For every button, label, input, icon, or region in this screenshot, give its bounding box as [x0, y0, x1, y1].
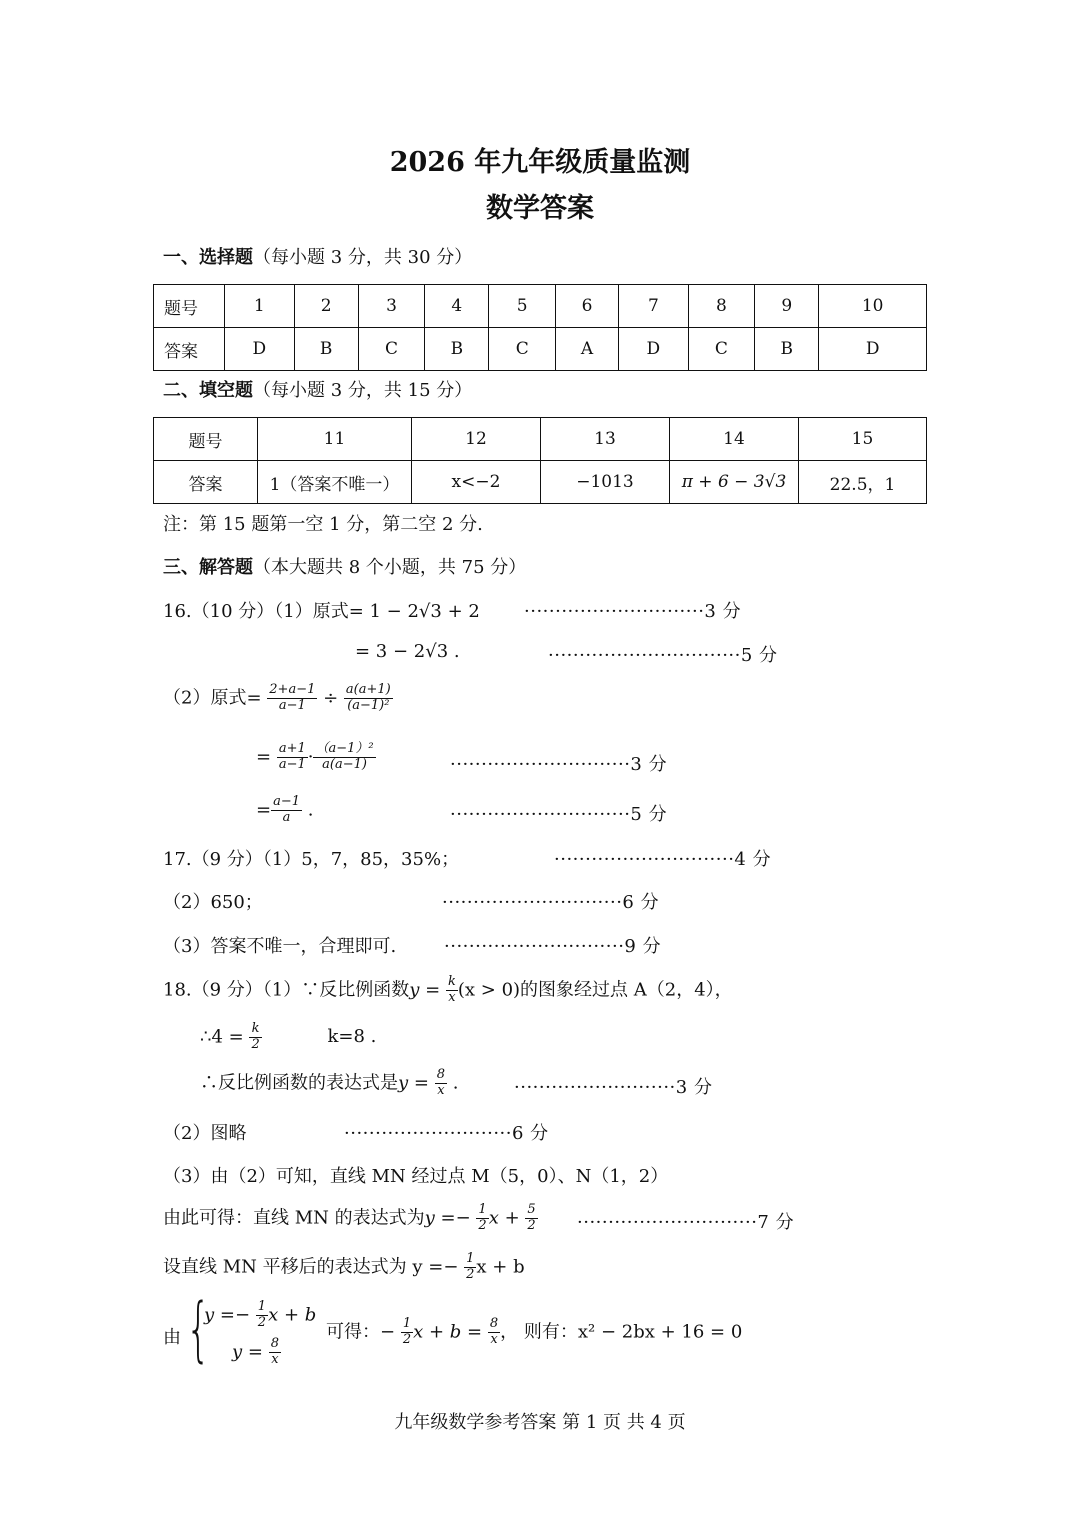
- q17-score2: ·····························6 分: [442, 892, 660, 913]
- q16-line4: = $\frac{a+1}{a-1}$ · $\frac{\text{（a−1）²}}{a(a-1)}$: [256, 741, 374, 772]
- q16-line2: = 3 − 2√3 .: [355, 641, 460, 662]
- q18-line7: 设直线 MN 平移后的表达式为 y =− $\frac{1}{2}$ x + b: [163, 1251, 525, 1282]
- table-row: [154, 418, 927, 461]
- q17-score1: ·····························4 分: [554, 849, 772, 870]
- left-brace-icon: {: [186, 1288, 211, 1370]
- q18-line2: ∴4 = $\frac{k}{2}$ k=8 .: [200, 1021, 377, 1052]
- table-cell: D: [225, 328, 295, 371]
- q16-score2: ·······························5 分: [548, 645, 778, 666]
- fraction: $\frac{a-1}{a}$: [273, 794, 301, 825]
- table-cell: 14: [670, 418, 799, 461]
- q16-line3: （2）原式= $\frac{2+a-1}{a-1}$ ÷ $\frac{a(a+1)}{\text{(a−1)²}}$: [163, 682, 391, 713]
- q17-line2: （2）650；: [163, 892, 263, 913]
- table-cell: C: [358, 328, 425, 371]
- q18-score3: ·····························7 分: [577, 1212, 795, 1233]
- section2-heading: 二、填空题（每小题 3 分，共 15 分）: [163, 380, 473, 401]
- fraction: $\frac{1}{2}$: [478, 1202, 487, 1233]
- system-eq1: y =− $\frac{1}{2}$ x + b: [204, 1299, 317, 1330]
- page-title: 2026 年九年级质量监测: [389, 147, 691, 178]
- table-cell: 11: [258, 418, 412, 461]
- fraction: $\frac{8}{x}$: [270, 1336, 279, 1367]
- table-row: [154, 285, 927, 328]
- fill-footnote: 注：第 15 题第一空 1 分，第二空 2 分.: [163, 514, 483, 535]
- q18-line6: 由此可得：直线 MN 的表达式为y =− $\frac{1}{2}$ x + $\frac{5}{2}$: [163, 1202, 536, 1233]
- fraction: $\frac{2+a-1}{a-1}$: [269, 682, 316, 713]
- q17-line3: （3）答案不唯一，合理即可.: [163, 936, 397, 957]
- table-cell: π + 6 − 3√3: [670, 461, 799, 504]
- table-cell: −1013: [541, 461, 670, 504]
- table-cell: 7: [619, 285, 689, 328]
- fraction: $\frac{a+1}{a-1}$: [278, 741, 306, 772]
- section3-heading: 三、解答题（本大题共 8 个小题，共 75 分）: [163, 557, 527, 578]
- q18-score2: ···························6 分: [344, 1123, 549, 1144]
- q18-line3: ∴反比例函数的表达式是y = $\frac{8}{x}$ .: [200, 1067, 459, 1098]
- table-cell: x<−2: [412, 461, 541, 504]
- fraction: $\frac{5}{2}$: [527, 1202, 536, 1233]
- table-cell: 2: [294, 285, 358, 328]
- page-footer: 九年级数学参考答案 第 1 页 共 4 页: [394, 1412, 686, 1433]
- row-label: 题号: [154, 285, 225, 328]
- fraction: $\frac{1}{2}$: [466, 1251, 475, 1282]
- table-cell: 5: [489, 285, 556, 328]
- fraction: $\frac{\text{（a−1）²}}{a(a-1)}$: [315, 741, 374, 772]
- table-cell: 1（答案不唯一）: [258, 461, 412, 504]
- row-label: 答案: [154, 461, 258, 504]
- fraction: $\frac{1}{2}$: [257, 1299, 267, 1330]
- q16-score3: ·····························3 分: [450, 754, 668, 775]
- table-cell: 13: [541, 418, 670, 461]
- fraction: $\frac{8}{x}$: [436, 1067, 445, 1098]
- q18-line1: 18.（9 分）（1）∵反比例函数y = $\frac{k}{x}$ (x > 0)的图象经过点 A（2，4），: [163, 974, 733, 1005]
- table-cell: 15: [799, 418, 927, 461]
- fraction: $\frac{1}{2}$: [402, 1316, 412, 1347]
- table-cell: D: [619, 328, 689, 371]
- q16-line1: 16.（10 分）（1）原式= 1 − 2√3 + 2: [163, 601, 480, 622]
- q18-score1: ··························3 分: [514, 1077, 713, 1098]
- table-cell: 8: [688, 285, 755, 328]
- system-prefix: 由: [163, 1327, 181, 1348]
- table-cell: A: [555, 328, 618, 371]
- q16-line5: = $\frac{a-1}{a}$ .: [256, 794, 314, 825]
- section1-heading: 一、选择题（每小题 3 分，共 30 分）: [163, 247, 473, 268]
- q18-line8: 可得：− $\frac{1}{2}$ x + b = $\frac{8}{x}$ ， 则有：x² − 2bx + 16 = 0: [326, 1316, 743, 1347]
- table-row: [154, 328, 927, 371]
- q18-line5: （3）由（2）可知，直线 MN 经过点 M（5，0）、N（1，2）: [163, 1166, 669, 1187]
- table-cell: B: [425, 328, 489, 371]
- table-cell: 12: [412, 418, 541, 461]
- table-cell: B: [755, 328, 819, 371]
- table-cell: 3: [358, 285, 425, 328]
- system-eq2: y = $\frac{8}{x}$: [232, 1336, 279, 1367]
- q18-line4: （2）图略: [163, 1123, 247, 1144]
- table-cell: 22.5，1: [799, 461, 927, 504]
- row-label: 题号: [154, 418, 258, 461]
- q16-score4: ·····························5 分: [450, 804, 668, 825]
- table-cell: 6: [555, 285, 618, 328]
- table-row: [154, 461, 927, 504]
- table-cell: B: [294, 328, 358, 371]
- table-cell: D: [819, 328, 927, 371]
- table-cell: 4: [425, 285, 489, 328]
- table-cell: C: [489, 328, 556, 371]
- fraction: $\frac{k}{2}$: [251, 1021, 260, 1052]
- q17-line1: 17.（9 分）（1）5，7，85，35%；: [163, 849, 460, 870]
- fill-answer-table: [153, 417, 927, 504]
- fraction: $\frac{k}{x}$: [447, 974, 456, 1005]
- fraction: $\frac{8}{x}$: [489, 1316, 499, 1347]
- fraction: $\frac{a(a+1)}{\text{(a−1)²}}$: [345, 682, 391, 713]
- table-cell: C: [688, 328, 755, 371]
- table-cell: 1: [225, 285, 295, 328]
- q16-score1: ·····························3 分: [524, 601, 742, 622]
- q17-score3: ·····························9 分: [444, 936, 662, 957]
- table-cell: 9: [755, 285, 819, 328]
- page-subtitle: 数学答案: [486, 193, 594, 224]
- row-label: 答案: [154, 328, 225, 371]
- table-cell: 10: [819, 285, 927, 328]
- choice-answer-table: [153, 284, 927, 371]
